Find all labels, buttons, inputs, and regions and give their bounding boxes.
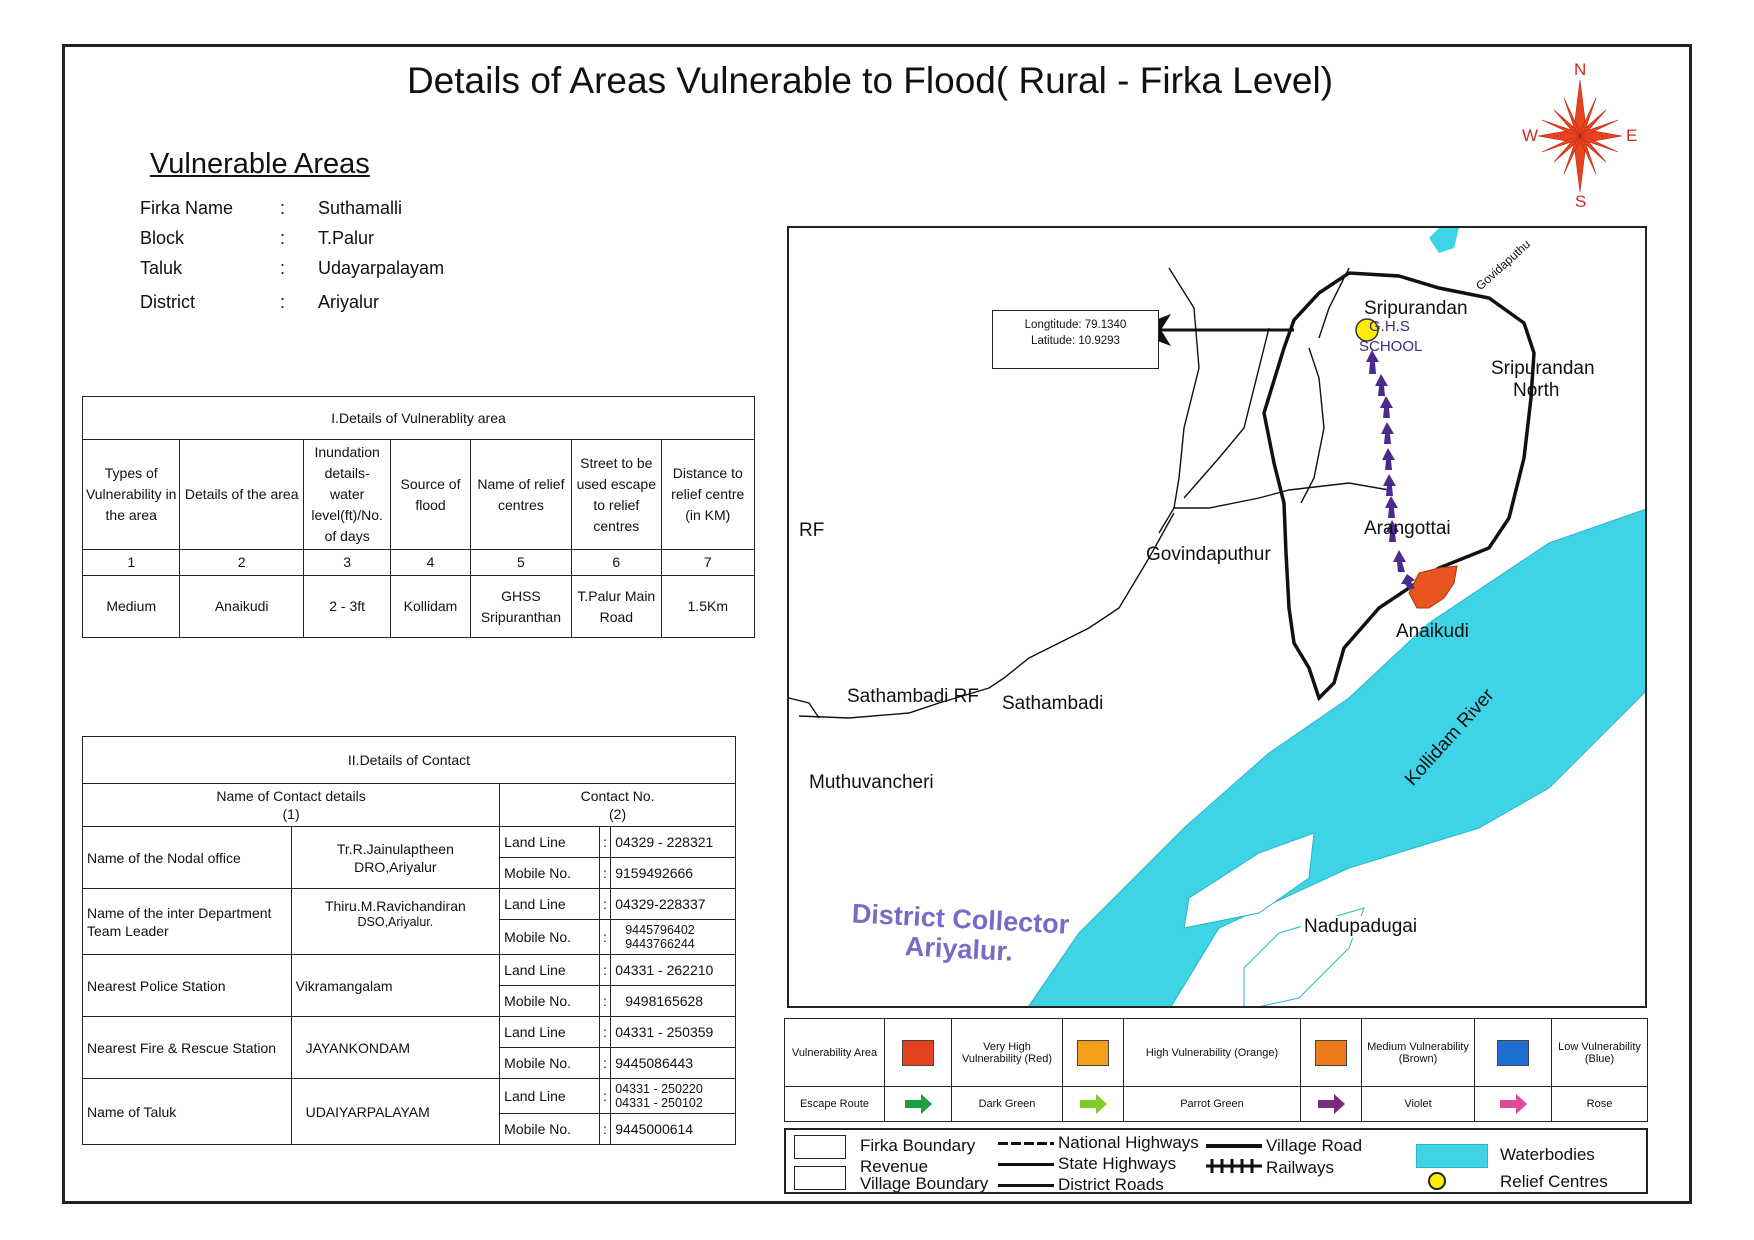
page-title: Details of Areas Vulnerable to Flood( Rural - Firka Level) <box>406 60 1334 101</box>
info-value: T.Palur <box>318 228 375 248</box>
column-number: 5 <box>470 550 571 576</box>
coordinate-box <box>992 310 1159 369</box>
contact-name: Thiru.M.Ravichandiran <box>324 898 466 914</box>
table-row <box>83 889 736 920</box>
info-label: Firka Name <box>140 198 234 218</box>
red-swatch <box>902 1040 934 1066</box>
contact-label: Nearest Fire & Rescue Station <box>83 1017 292 1079</box>
legend-swatch-cell <box>1063 1019 1124 1087</box>
legend-arrow-cell <box>885 1087 952 1122</box>
colon: : <box>599 858 611 889</box>
table-row <box>83 827 736 858</box>
land-value: 04329 - 228321 <box>611 827 736 858</box>
column-header <box>83 784 500 827</box>
label-sathambadi-rf: Sathambadi RF <box>847 686 980 707</box>
land-label: Land Line <box>500 889 600 920</box>
flood-map[interactable] <box>787 226 1647 1008</box>
colon: : <box>599 1079 611 1114</box>
rose-arrow-icon <box>1498 1093 1528 1115</box>
column-number: 7 <box>661 550 754 576</box>
column-header: Name of relief centres <box>470 440 571 550</box>
label-ghs: G.H.S <box>1369 318 1410 335</box>
info-label: District <box>140 292 195 312</box>
column-header: Inundation details- water level(ft)/No. of days <box>303 440 390 550</box>
legend-state-highways: State Highways <box>1058 1154 1177 1173</box>
escape-route <box>789 228 1647 1008</box>
column-number: 4 <box>391 550 470 576</box>
label-govindaputhu: Govidaputhu <box>1473 237 1534 293</box>
legend-firka-boundary: Firka Boundary <box>860 1136 976 1155</box>
legend-swatch-cell <box>885 1019 952 1087</box>
label-kollidam-river: Kollidam River <box>1401 684 1499 791</box>
label-anaikudi: Anaikudi <box>1396 621 1469 642</box>
table-cell: Anaikudi <box>180 576 304 638</box>
column-header: Distance to relief centre (in KM) <box>661 440 754 550</box>
district-road-symbol <box>998 1184 1054 1187</box>
contact-label: Name of the inter Department Team Leader <box>83 889 292 955</box>
contact-name: Vikramangalam <box>291 955 500 1017</box>
blue-swatch <box>1497 1040 1529 1066</box>
contact-name: UDAIYARPALAYAM <box>291 1079 500 1145</box>
table-cell: Medium <box>83 576 180 638</box>
parrot-green-arrow-icon <box>1078 1093 1108 1115</box>
header-right-num: (2) <box>609 806 627 822</box>
land-label: Land Line <box>500 955 600 986</box>
land-label: Land Line <box>500 1017 600 1048</box>
contact-name-sub: DSO,Ariyalur. <box>357 915 434 929</box>
label-sripurandan: Sripurandan <box>1364 298 1468 319</box>
mobile-value: 9498165628 <box>611 986 736 1017</box>
table-title: II.Details of Contact <box>83 737 736 784</box>
label-arangottai: Arangottai <box>1364 518 1451 539</box>
brown-swatch <box>1315 1040 1347 1066</box>
map-symbol-legend <box>784 1128 1648 1194</box>
table-row <box>83 1079 736 1114</box>
legend-village-boundary: Village Boundary <box>860 1174 989 1193</box>
header-left-num: (1) <box>282 806 300 822</box>
firka-boundary-symbol <box>794 1135 846 1159</box>
info-value: Udayarpalayam <box>318 258 445 278</box>
column-header: Types of Vulnerability in the area <box>83 440 180 550</box>
legend-label: Dark Green <box>952 1087 1063 1122</box>
colon: : <box>599 955 611 986</box>
table-cell: Kollidam <box>391 576 470 638</box>
table-cell: GHSS Sripuranthan <box>470 576 571 638</box>
legend-label: Escape Route <box>785 1087 885 1122</box>
legend-label: Violet <box>1362 1087 1475 1122</box>
waterbody-symbol <box>1416 1144 1488 1168</box>
info-sep: : <box>280 198 286 218</box>
info-value: Ariyalur <box>318 292 380 312</box>
collector-stamp <box>850 898 1070 969</box>
land-label: Land Line <box>500 827 600 858</box>
legend-swatch-cell <box>1475 1019 1552 1087</box>
info-sep: : <box>280 292 286 312</box>
legend-district-roads: District Roads <box>1058 1175 1164 1194</box>
compass-s: S <box>1575 192 1587 211</box>
legend-railways: Railways <box>1266 1158 1335 1177</box>
relief-centre-icon <box>1428 1172 1446 1190</box>
legend-relief-centres: Relief Centres <box>1500 1172 1608 1191</box>
info-sep: : <box>280 258 286 278</box>
info-value: Suthamalli <box>318 198 403 218</box>
contact-label: Name of Taluk <box>83 1079 292 1145</box>
table-cell: 2 - 3ft <box>303 576 390 638</box>
colon: : <box>599 1048 611 1079</box>
column-number: 6 <box>572 550 661 576</box>
land-value: 04331 - 250359 <box>611 1017 736 1048</box>
compass-n: N <box>1574 60 1587 79</box>
legend-label: Very High Vulnerability (Red) <box>952 1019 1063 1087</box>
legend-arrow-cell <box>1301 1087 1362 1122</box>
violet-arrow-icon <box>1316 1093 1346 1115</box>
colon: : <box>599 1114 611 1145</box>
legend-label: Parrot Green <box>1124 1087 1301 1122</box>
label-nadupadugai: Nadupadugai <box>1301 916 1420 938</box>
colon: : <box>599 889 611 920</box>
orange-swatch <box>1077 1040 1109 1066</box>
info-sep: : <box>280 228 286 248</box>
compass-w: W <box>1522 126 1539 145</box>
village-boundary-symbol <box>794 1166 846 1190</box>
longitude-text: Longtitude: 79.1340 <box>1024 319 1127 331</box>
legend-label: High Vulnerability (Orange) <box>1124 1019 1301 1087</box>
header-left: Name of Contact details <box>216 788 366 804</box>
contact-name: Tr.R.Jainulaptheen DRO,Ariyalur <box>291 827 500 889</box>
legend-arrow-cell <box>1475 1087 1552 1122</box>
legend-waterbodies: Waterbodies <box>1500 1145 1595 1164</box>
header-right: Contact No. <box>580 788 655 804</box>
vulnerability-details-table <box>82 396 755 638</box>
contact-name: JAYANKONDAM <box>291 1017 500 1079</box>
contact-name-cell <box>291 889 500 955</box>
colon: : <box>599 1017 611 1048</box>
vulnerability-legend <box>784 1018 1648 1122</box>
land-label: Land Line <box>500 1079 600 1114</box>
label-sripurandan-north-1: Sripurandan <box>1491 358 1595 379</box>
table-row <box>83 576 755 638</box>
contact-label: Nearest Police Station <box>83 955 292 1017</box>
mobile-label: Mobile No. <box>500 1048 600 1079</box>
colon: : <box>599 986 611 1017</box>
table-cell: 1.5Km <box>661 576 754 638</box>
mobile-value: 9445086443 <box>611 1048 736 1079</box>
latitude-text: Latitude: 10.9293 <box>1031 335 1120 347</box>
column-number: 2 <box>180 550 304 576</box>
stamp-line-2: Ariyalur. <box>904 931 1014 967</box>
label-govindaputhur: Govindaputhur <box>1146 544 1271 565</box>
dark-green-arrow-icon <box>903 1093 933 1115</box>
legend-label: Medium Vulnerability (Brown) <box>1362 1019 1475 1087</box>
legend-national-highways: National Highways <box>1058 1133 1199 1152</box>
contact-label: Name of the Nodal office <box>83 827 292 889</box>
mobile-label: Mobile No. <box>500 858 600 889</box>
label-school: SCHOOL <box>1359 338 1423 355</box>
land-value: 04329-228337 <box>611 889 736 920</box>
info-label: Taluk <box>140 258 183 278</box>
table-cell: T.Palur Main Road <box>572 576 661 638</box>
label-muthuvancheri: Muthuvancheri <box>809 772 934 793</box>
land-value: 04331 - 262210 <box>611 955 736 986</box>
compass-e: E <box>1626 126 1638 145</box>
legend-village-road: Village Road <box>1266 1136 1363 1155</box>
legend-label: Low Vulnerability (Blue) <box>1552 1019 1648 1087</box>
table-row <box>83 1017 736 1048</box>
table-title: I.Details of Vulnerablity area <box>83 397 755 440</box>
village-road-symbol <box>1206 1144 1262 1148</box>
colon: : <box>599 827 611 858</box>
mobile-value: 9445000614 <box>611 1114 736 1145</box>
state-highway-symbol <box>998 1163 1054 1166</box>
railway-icon <box>1206 1158 1262 1174</box>
legend-label: Rose <box>1552 1087 1648 1122</box>
column-header <box>500 784 736 827</box>
mobile-label: Mobile No. <box>500 1114 600 1145</box>
mobile-label: Mobile No. <box>500 920 600 955</box>
national-highway-symbol <box>998 1142 1054 1145</box>
column-header: Street to be used escape to relief centres <box>572 440 661 550</box>
column-header: Source of flood <box>391 440 470 550</box>
label-rf: RF <box>799 520 825 541</box>
colon: : <box>599 920 611 955</box>
contact-details-table <box>82 736 736 1145</box>
mobile-label: Mobile No. <box>500 986 600 1017</box>
column-number: 3 <box>303 550 390 576</box>
legend-swatch-cell <box>1301 1019 1362 1087</box>
table-row <box>83 955 736 986</box>
compass-rose <box>1520 62 1640 212</box>
legend-label: Vulnerability Area <box>785 1019 885 1087</box>
column-number: 1 <box>83 550 180 576</box>
legend-revenue: Revenue <box>860 1157 929 1176</box>
label-sripurandan-north-2: North <box>1513 380 1560 401</box>
info-label: Block <box>140 228 185 248</box>
vulnerable-areas-heading: Vulnerable Areas <box>150 148 370 180</box>
label-sathambadi: Sathambadi <box>1002 693 1104 714</box>
mobile-value: 9159492666 <box>611 858 736 889</box>
stamp-line-1: District Collector <box>851 898 1070 940</box>
land-value: 04331 - 250220 04331 - 250102 <box>611 1079 736 1114</box>
column-header: Details of the area <box>180 440 304 550</box>
legend-arrow-cell <box>1063 1087 1124 1122</box>
mobile-value: 9445796402 9443766244 <box>611 920 736 955</box>
